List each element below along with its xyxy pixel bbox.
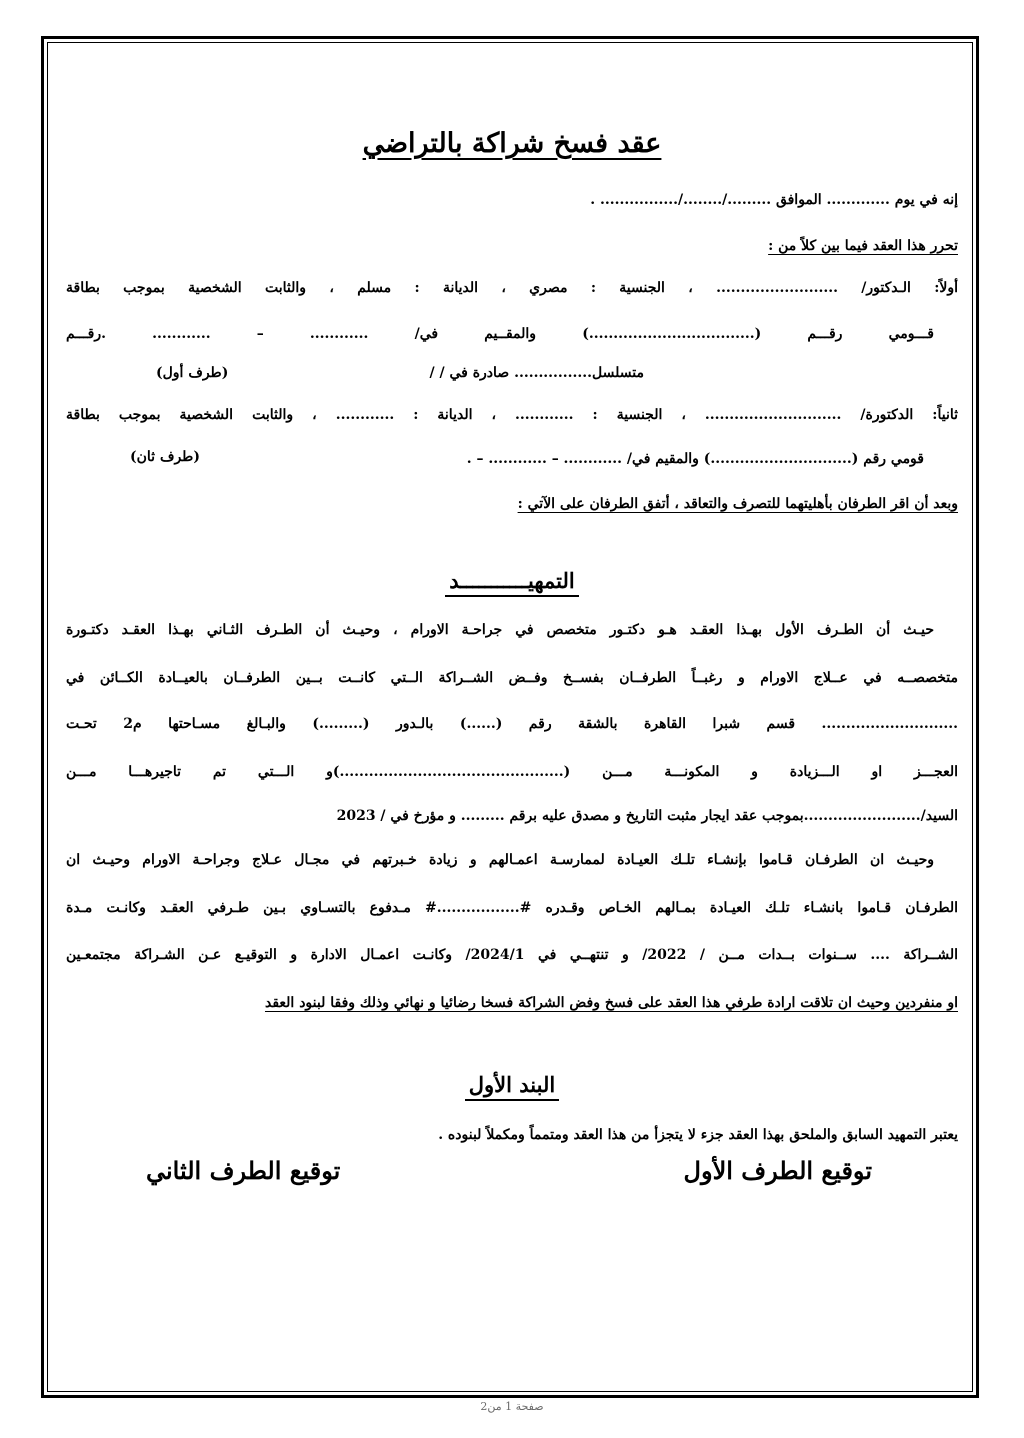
preamble-heading-text: التمهيـــــــــــد [445,568,578,597]
clause1-heading-text: البند الأول [465,1072,559,1101]
preamble-line-1: حيـث أن الطـرف الأول بهـذا العقـد هـو دكتـور متخصص في جراحـة الاورام ، وحيـث أن الطـرف الثـاني بهـذا العقـد دكتـورة [66,622,934,638]
party1-line1: أولاً: الـدكتور/ ......................... ، الجنسية : مصري ، الديانة : مسلم ، والثابت الشخصية بموجب بطاقة [66,280,958,296]
intro-parties-text: تحرر هذا العقد فيما بين كلاً من : [768,238,958,254]
page-number-footer: صفحة 1 من2 [480,1400,544,1413]
party2-label: (طرف ثان) [130,449,200,465]
preamble-line-4: العجـــز او الـــزيادة و المكونـــة مـــن (..............................................)و الـــتي تم تاجيرهـــا مـــن [66,764,958,780]
party2-line1: ثانياً: الدكتورة/ ............................ ، الجنسية : ............ ، الديانة : ............ ، والثابت الشخصية بموجب بطاقة [66,407,958,423]
preamble-line-8: الشــراكة .... ســنوات بــدات مــن / 2022/ و تنتهــي في 2024/1/ وكانـت اعمـال الادارة و التوقيـع عـن الشـراكة مجتمعـين [66,947,959,963]
preamble-line-2: متخصصــه في عــلاج الاورام و رغبــاً الطرفــان بفســخ وفــض الشــراكة الــتي كانــت بــين الطرفــان بالعيــادة الكــائن في [66,670,958,686]
party1-label: (طرف أول) [156,365,229,381]
signature-second-party: توقيع الطرف الثاني [146,1156,341,1185]
signature-first-party: توقيع الطرف الأول [683,1156,872,1185]
preamble-line-7: الطرفـان قـاموا بانشـاء تلـك العيـادة بمـالهم الخـاص وقـدره #.................# مـدفوع بالتسـاوي بـين طـرفي العقـد وكانـت مـدة [66,900,958,916]
agreement-line [66,494,958,514]
intro-date-line: إنه في يوم ............. الموافق ........./......../................ . [590,192,958,208]
agreement-text: وبعد أن اقر الطرفان بأهليتهما للتصرف والتعاقد ، أتفق الطرفان على الآتي : [517,496,958,512]
preamble-line-3: ............................ قسم شبرا القاهرة بالشقة رقم (......) بالـدور (.........) والبـالغ مسـاحتها م2 تحـت [66,716,959,732]
preamble-heading [0,568,1024,593]
document-title: عقد فسخ شراكة بالتراضي [362,128,662,159]
clause1-text: يعتبر التمهيد السابق والملحق بهذا العقد جزء لا يتجزأ من هذا العقد ومتمماً ومكملاً لبنوده . [438,1127,958,1143]
party2-line2: قومي رقم (.............................) والمقيم في/ ............ – ............ – . [466,451,924,467]
preamble-line-6: وحيـث ان الطرفـان قـاموا بإنشـاء تلـك العيـادة لممارسـة اعمـالهم و زيادة خـبرتهم في مجـال عـلاج وجراحـة الاورام وحيـث ان [66,852,934,868]
preamble-line-9-text: او منفردين وحيث ان تلاقت ارادة طرفي هذا العقد على فسخ وفض الشراكة فسخا رضائيا و نهائي وذلك وفقا لبنود العقد [264,995,958,1011]
intro-parties-line [66,236,958,256]
preamble-line-5: السيد/........................بموجب عقد ايجار مثبت التاريخ و مصدق عليه برقم ......... و مؤرخ في / 2023 [336,808,958,824]
party1-line2: قـــومي رقـــم (..................................) والمقــيم في/ ............ – ............ .رقـــم [66,326,934,342]
party1-line3: متسلسل................ صادرة في / / [429,365,644,381]
clause1-heading [0,1072,1024,1097]
preamble-line-9 [66,993,958,1013]
